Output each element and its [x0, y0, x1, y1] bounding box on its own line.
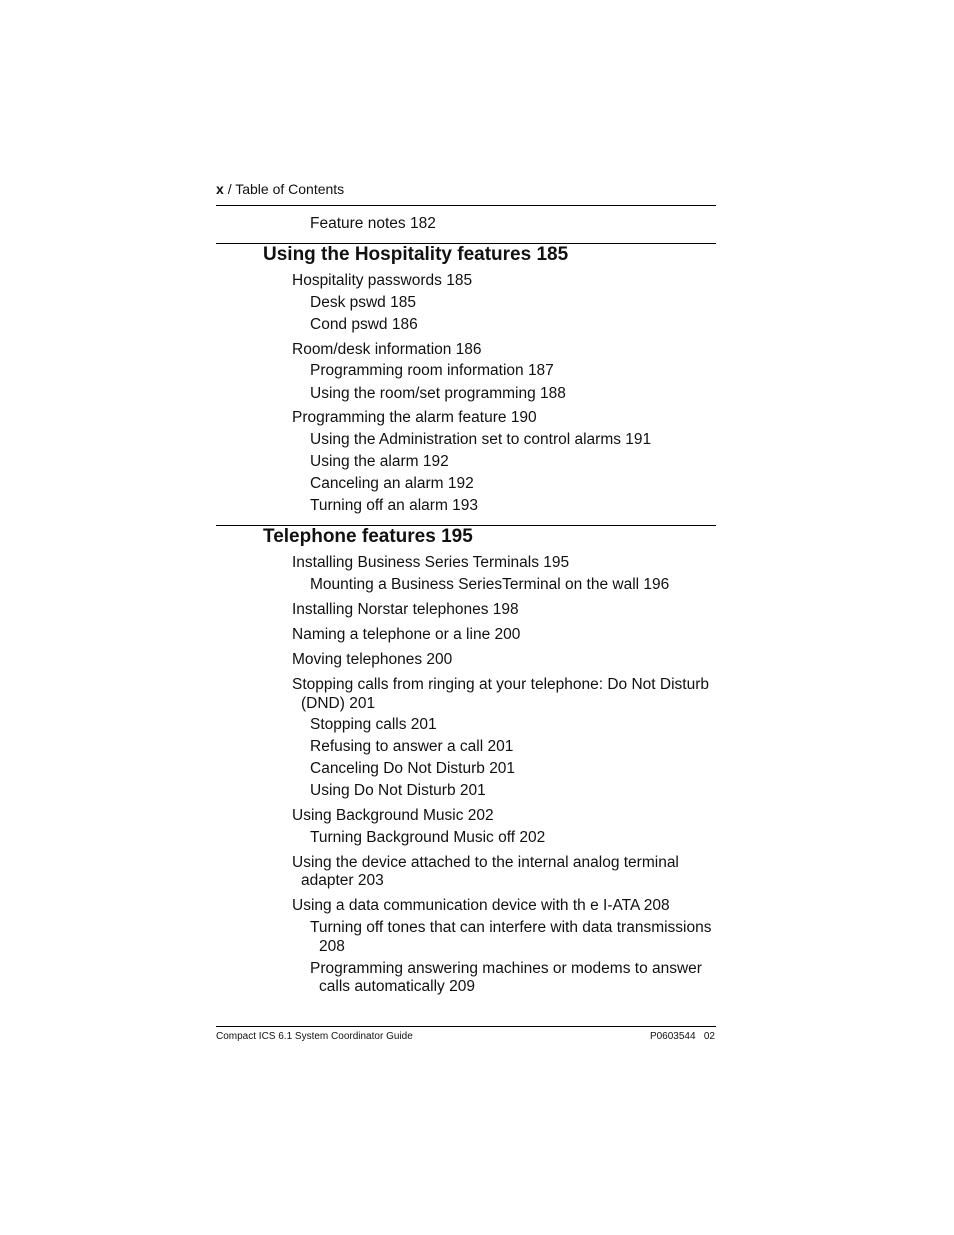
toc-entry[interactable]: Turning off tones that can interfere with data transmissions — [310, 919, 712, 936]
page-header — [216, 181, 344, 197]
toc-entry[interactable]: Using the room/set programming 188 — [310, 385, 566, 402]
toc-entry[interactable]: Cond pswd 186 — [310, 316, 418, 333]
footer-doc-number: P0603544 02 — [649, 1031, 715, 1042]
page-number: x — [216, 181, 224, 197]
toc-entry-continuation[interactable]: calls automatically 209 — [319, 978, 475, 995]
toc-entry[interactable]: Using Do Not Disturb 201 — [310, 782, 486, 799]
toc-entry[interactable]: Installing Norstar telephones 198 — [292, 601, 519, 618]
toc-entry[interactable]: Turning Background Music off 202 — [310, 829, 546, 846]
toc-entry[interactable]: Turning off an alarm 193 — [310, 497, 479, 514]
toc-entry[interactable]: Stopping calls from ringing at your telephone: Do Not Disturb — [292, 676, 709, 693]
toc-entry[interactable]: Naming a telephone or a line 200 — [292, 626, 521, 643]
toc-entry-continuation[interactable]: adapter 203 — [301, 872, 384, 889]
toc-entry[interactable]: Canceling Do Not Disturb 201 — [310, 760, 516, 777]
toc-entry[interactable]: Using the device attached to the internal analog terminal — [292, 854, 679, 871]
toc-entry[interactable]: Using the alarm 192 — [310, 453, 449, 470]
toc-entry[interactable]: Refusing to answer a call 201 — [310, 738, 514, 755]
toc-entry-continuation[interactable]: 208 — [319, 938, 345, 955]
toc-entry[interactable]: Canceling an alarm 192 — [310, 475, 474, 492]
toc-entry[interactable]: Programming the alarm feature 190 — [292, 409, 537, 426]
toc-entry[interactable]: Programming answering machines or modems to answer — [310, 960, 702, 977]
toc-entry[interactable]: Room/desk information 186 — [292, 341, 482, 358]
toc-entry[interactable]: Using a data communication device with th e I-ATA 208 — [292, 897, 670, 914]
section-heading-telephone[interactable]: Telephone features 195 — [263, 526, 473, 547]
toc-entry[interactable]: Installing Business Series Terminals 195 — [292, 554, 570, 571]
section-heading-hospitality[interactable]: Using the Hospitality features 185 — [263, 244, 569, 265]
toc-entry[interactable]: Feature notes 182 — [310, 215, 436, 232]
footer-book-title: Compact ICS 6.1 System Coordinator Guide — [216, 1031, 413, 1042]
toc-entry[interactable]: Moving telephones 200 — [292, 651, 453, 668]
header-rule — [216, 205, 716, 206]
toc-entry[interactable]: Desk pswd 185 — [310, 294, 416, 311]
footer-rule — [216, 1026, 716, 1027]
running-title: / Table of Contents — [227, 181, 345, 197]
toc-entry[interactable]: Hospitality passwords 185 — [292, 272, 473, 289]
toc-entry[interactable]: Programming room information 187 — [310, 362, 554, 379]
toc-entry[interactable]: Mounting a Business SeriesTerminal on the wall 196 — [310, 576, 670, 593]
toc-entry[interactable]: Using Background Music 202 — [292, 807, 494, 824]
toc-entry[interactable]: Using the Administration set to control alarms 191 — [310, 431, 652, 448]
toc-entry[interactable]: Stopping calls 201 — [310, 716, 437, 733]
toc-entry-continuation[interactable]: (DND) 201 — [301, 695, 376, 712]
